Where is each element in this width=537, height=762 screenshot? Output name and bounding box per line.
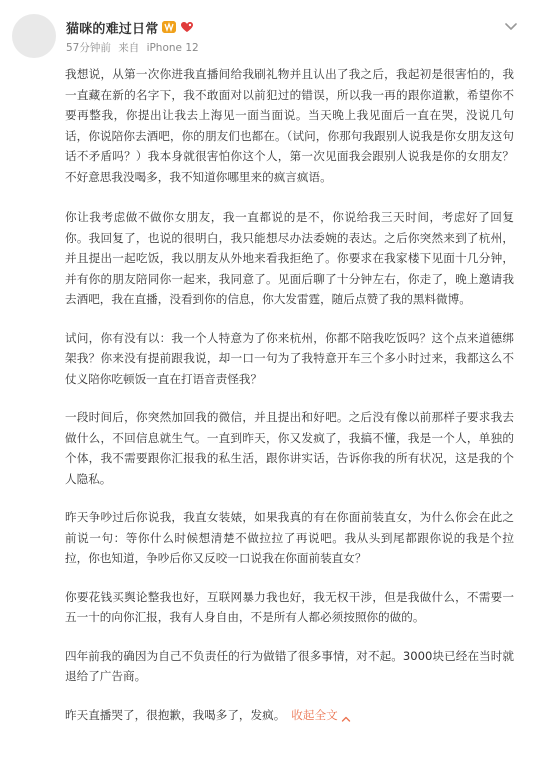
chevron-up-icon — [341, 710, 351, 720]
post-paragraph-text: 昨天直播哭了，很抱歉，我喝多了，发疯。 — [65, 707, 286, 722]
avatar[interactable] — [12, 14, 56, 58]
collapse-full-text-link[interactable] — [291, 708, 350, 722]
username[interactable]: 猫咪的难过日常 — [66, 21, 159, 37]
vip-badge-icon[interactable] — [162, 21, 176, 33]
post-paragraph: 你让我考虑做不做你女朋友，我一直都说的是不，你说给我三天时间，考虑好了回复你。我回复了，也说的很明白，我只能想尽办法委婉的表达。之后你突然来到了杭州，并且提出一起吃饭，我以朋友从外地来看我拒绝了。你要求在我家楼下见面十几分钟，并有你的朋友陪同你一起来，我同意了。见面后聊了十分钟左右，你走了，晚上邀请我去酒吧，我在直播，没看到你的信息，你大发雷霆，随后点赞了我的黑料微博。 — [65, 210, 514, 306]
post-last-paragraph — [65, 705, 514, 726]
chevron-down-icon[interactable] — [503, 18, 519, 34]
post-source: iPhone 12 — [146, 42, 199, 54]
post-paragraph: 试问，你有没有以：我一个人特意为了你来杭州，你都不陪我吃饭吗？这个点来道德绑架我？你来没有提前跟我说，却一口一句为了我特意开车三个多小时过来，我都这么不仗义陪你吃顿饭一直在打语音责怪我？ — [65, 330, 514, 386]
post-paragraph: 四年前我的确因为自己不负责任的行为做错了很多事情，对不起。3000块已经在当时就退给了广告商。 — [65, 648, 514, 683]
post-time[interactable]: 57分钟前 — [66, 42, 111, 54]
post-paragraph: 昨天争吵过后你说我，我直女装婊，如果我真的有在你面前装直女，为什么你会在此之前说一句：等你什么时候想清楚不做拉拉了再说吧。我从头到尾都跟你说的我是个拉拉，你也知道，争吵后你又反咬一口说我在你面前装直女？ — [65, 510, 514, 565]
post-content — [65, 64, 514, 725]
post-source-prefix: 来自 — [118, 42, 140, 54]
username-row — [66, 18, 194, 36]
post-paragraph: 我想说，从第一次你进我直播间给我刷礼物并且认出了我之后，我起初是很害怕的，我一直藏在新的名字下，我不敢面对以前犯过的错误，所以我一再的跟你道歉，希望你不要再整我，你提出让我去上海见一面当面说。当天晚上我见面后一直在哭，没说几句话，你说陪你去酒吧，你的朋友们也都在。（试问，你那句我跟别人说我是你女朋友这句话不矛盾吗？）我本身就很害怕你这个人，第一次见面我会跟别人说我是你的女朋友？不好意思我没喝多，我不知道你哪里来的疯言疯语。 — [65, 67, 514, 184]
post-paragraph: 你要花钱买舆论整我也好，互联网暴力我也好，我无权干涉，但是我做什么，不需要一五一十的向你汇报，我有人身自由，不是所有人都必须按照你的做的。 — [65, 589, 514, 624]
post-meta — [66, 40, 199, 55]
heart-badge-icon[interactable] — [180, 21, 194, 33]
post-paragraph: 一段时间后，你突然加回我的微信，并且提出和好吧。之后没有像以前那样子要求我去做什么，不回信息就生气。一直到昨天，你又发疯了，我搞不懂，我是一个人，单独的个体，我不需要跟你汇报我的私生活，跟你讲实话，告诉你我的所有状况，这是我的个人隐私。 — [65, 410, 514, 486]
post-header — [12, 12, 525, 60]
collapse-label: 收起全文 — [291, 707, 338, 722]
